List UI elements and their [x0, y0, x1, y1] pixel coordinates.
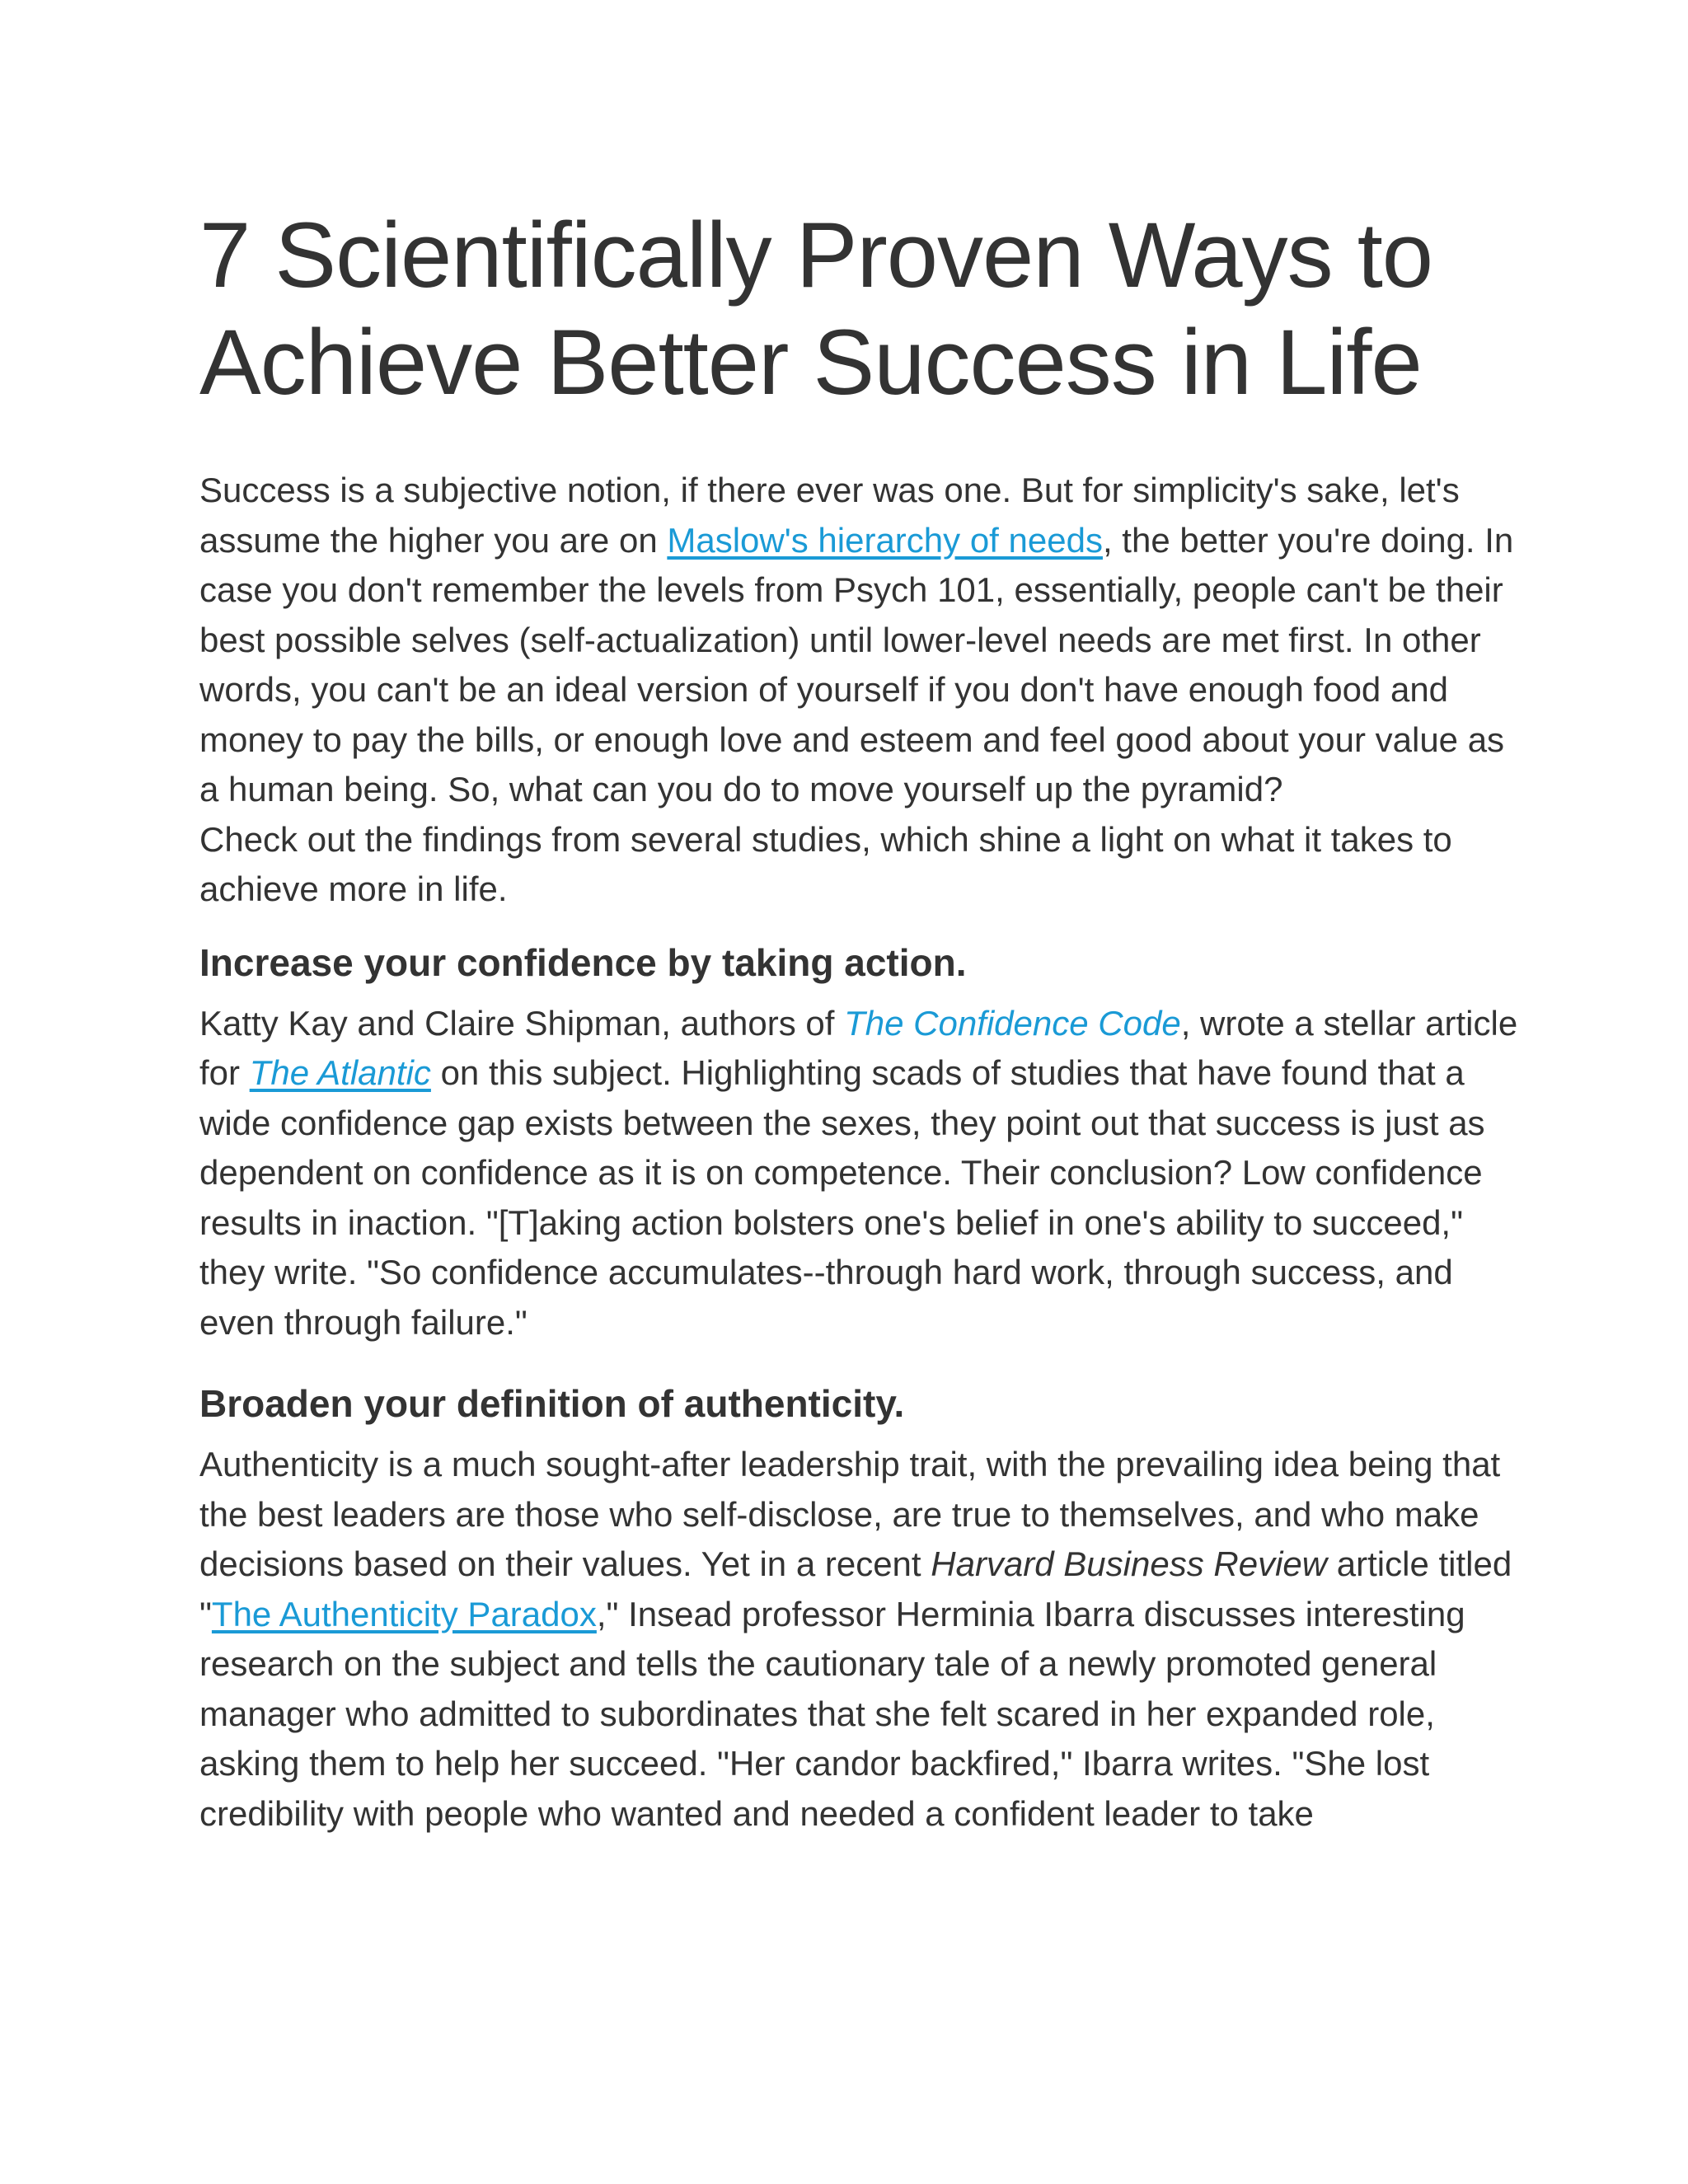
confidence-text-2: , wrote a stellar article for [199, 1003, 1518, 1092]
section-authenticity [199, 1379, 1518, 1839]
maslow-hierarchy-link[interactable]: Maslow's hierarchy of needs [667, 520, 1103, 560]
confidence-text-1: Katty Kay and Claire Shipman, authors of [199, 1003, 845, 1043]
book-title-confidence-code: The Confidence Code [844, 1003, 1181, 1043]
intro-text-after-link: , the better you're doing. In case you don't remember the levels from Psych 101, essentially, people can't be their best possible selves (self-actualization) until lower-level needs are met first. In other words, you can't be an ideal version of yourself if you don't have enough food and money to pay the bills, or enough love and esteem and feel good about your value as a human being. So, what can you do to move yourself up the pyramid? [199, 520, 1514, 808]
section-paragraph-authenticity [199, 1440, 1518, 1839]
section-confidence [199, 938, 1518, 1348]
intro-paragraph-2: Check out the findings from several studies, which shine a light on what it takes to achieve more in life. [199, 819, 1452, 908]
authenticity-text-2: article titled " [199, 1544, 1512, 1633]
publication-name: Harvard Business Review [931, 1544, 1328, 1583]
title-line-1: 7 Scientifically Proven Ways to [199, 204, 1433, 307]
section-heading-authenticity: Broaden your definition of authenticity. [199, 1382, 905, 1425]
intro-section [199, 466, 1518, 915]
document-page [199, 202, 1518, 1839]
authenticity-paradox-link[interactable]: The Authenticity Paradox [211, 1594, 597, 1633]
confidence-text-3: on this subject. Highlighting scads of studies that have found that a wide confidence gap exists between the sexes, they point out that success is just as dependent on confidence as it is on competence. Their conclusion? Low confidence results in inaction. "[T]aking action bolsters one's belief in one's ability to succeed," they write. "So confidence accumulates--through hard work, through success, and even through failure." [199, 1053, 1485, 1342]
intro-paragraph [199, 466, 1518, 815]
authenticity-text-3: ," Insead professor Herminia Ibarra discusses interesting research on the subject and tells the cautionary tale of a newly promoted general manager who admitted to subordinates that she felt scared in her expanded role, asking them to help her succeed. "Her candor backfired," Ibarra writes. "She lost credibility with people who wanted and needed a confident leader to take [199, 1594, 1465, 1833]
the-atlantic-link[interactable]: The Atlantic [249, 1053, 431, 1092]
section-heading-confidence: Increase your confidence by taking action. [199, 940, 967, 984]
authenticity-text-1: Authenticity is a much sought-after leadership trait, with the prevailing idea being that the best leaders are those who self-disclose, are true to themselves, and who make decisions based on their values. Yet in a recent [199, 1445, 1501, 1583]
section-paragraph-confidence [199, 999, 1518, 1348]
article-title [199, 202, 1518, 416]
intro-text-before-link: Success is a subjective notion, if there ever was one. But for simplicity's sake, let's assume the higher you are on [199, 471, 1460, 560]
title-line-2: Achieve Better Success in Life [199, 311, 1422, 414]
